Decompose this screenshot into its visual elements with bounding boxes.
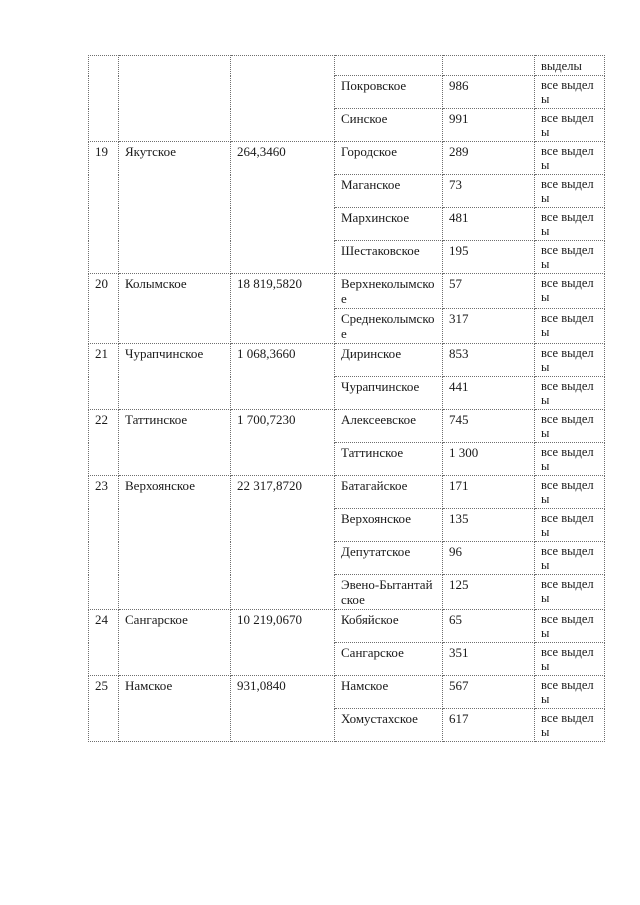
count-cell: 96 xyxy=(443,542,535,575)
note-cell: все выделы xyxy=(535,542,605,575)
note-cell: все выделы xyxy=(535,241,605,274)
count-cell: 853 xyxy=(443,344,535,377)
note-cell: все выделы xyxy=(535,109,605,142)
note-cell: все выделы xyxy=(535,709,605,742)
settlement-cell: Намское xyxy=(335,676,443,709)
settlement-cell: Среднеколымское xyxy=(335,309,443,344)
count-cell: 567 xyxy=(443,676,535,709)
count-cell: 289 xyxy=(443,142,535,175)
settlement-cell: Синское xyxy=(335,109,443,142)
row-number-cell: 22 xyxy=(89,410,119,476)
district-cell: Якутское xyxy=(119,142,231,274)
note-cell: все выделы xyxy=(535,443,605,476)
settlement-cell: Кобяйское xyxy=(335,610,443,643)
count-cell: 1 300 xyxy=(443,443,535,476)
note-cell: все выделы xyxy=(535,142,605,175)
area-cell: 10 219,0670 xyxy=(231,610,335,676)
note-cell: все выделы xyxy=(535,175,605,208)
note-cell: все выделы xyxy=(535,344,605,377)
note-cell: все выделы xyxy=(535,476,605,509)
settlement-cell: Маганское xyxy=(335,175,443,208)
row-number-cell: 20 xyxy=(89,274,119,344)
note-cell: все выделы xyxy=(535,643,605,676)
settlement-cell: Городское xyxy=(335,142,443,175)
area-cell: 18 819,5820 xyxy=(231,274,335,344)
count-cell: 317 xyxy=(443,309,535,344)
row-number-cell: 21 xyxy=(89,344,119,410)
note-cell: все выделы xyxy=(535,208,605,241)
count-cell: 481 xyxy=(443,208,535,241)
count-cell: 171 xyxy=(443,476,535,509)
row-number-cell: 25 xyxy=(89,676,119,742)
settlement-cell: Диринское xyxy=(335,344,443,377)
note-cell: все выделы xyxy=(535,575,605,610)
note-cell: все выделы xyxy=(535,410,605,443)
count-cell: 991 xyxy=(443,109,535,142)
note-cell: все выделы xyxy=(535,509,605,542)
count-cell: 351 xyxy=(443,643,535,676)
table-row xyxy=(89,410,605,443)
table-row xyxy=(89,274,605,309)
settlement-cell: Чурапчинское xyxy=(335,377,443,410)
count-cell: 617 xyxy=(443,709,535,742)
area-cell: 1 068,3660 xyxy=(231,344,335,410)
table-row xyxy=(89,676,605,709)
district-cell: Колымское xyxy=(119,274,231,344)
district-cell: Намское xyxy=(119,676,231,742)
settlement-cell: Покровское xyxy=(335,76,443,109)
table-row xyxy=(89,56,605,76)
area-cell: 22 317,8720 xyxy=(231,476,335,610)
table-row xyxy=(89,142,605,175)
count-cell: 73 xyxy=(443,175,535,208)
count-cell: 57 xyxy=(443,274,535,309)
table-row xyxy=(89,476,605,509)
row-number-cell: 23 xyxy=(89,476,119,610)
settlement-cell: Сангарское xyxy=(335,643,443,676)
row-number-cell xyxy=(89,56,119,142)
settlement-cell: Верхоянское xyxy=(335,509,443,542)
area-cell xyxy=(231,56,335,142)
count-cell: 745 xyxy=(443,410,535,443)
count-cell xyxy=(443,56,535,76)
count-cell: 195 xyxy=(443,241,535,274)
settlement-cell xyxy=(335,56,443,76)
row-number-cell: 19 xyxy=(89,142,119,274)
settlement-cell: Верхнеколымское xyxy=(335,274,443,309)
settlement-cell: Мархинское xyxy=(335,208,443,241)
table-row xyxy=(89,344,605,377)
settlement-cell: Батагайское xyxy=(335,476,443,509)
table-row xyxy=(89,610,605,643)
settlement-cell: Хомустахское xyxy=(335,709,443,742)
settlement-cell: Таттинское xyxy=(335,443,443,476)
row-number-cell: 24 xyxy=(89,610,119,676)
count-cell: 65 xyxy=(443,610,535,643)
district-cell: Таттинское xyxy=(119,410,231,476)
district-cell: Сангарское xyxy=(119,610,231,676)
settlement-cell: Эвено-Бытантайское xyxy=(335,575,443,610)
district-cell: Верхоянское xyxy=(119,476,231,610)
area-cell: 264,3460 xyxy=(231,142,335,274)
area-cell: 1 700,7230 xyxy=(231,410,335,476)
note-cell: все выделы xyxy=(535,676,605,709)
note-cell: все выделы xyxy=(535,610,605,643)
note-cell: все выделы xyxy=(535,377,605,410)
settlement-cell: Депутатское xyxy=(335,542,443,575)
area-cell: 931,0840 xyxy=(231,676,335,742)
forest-area-table xyxy=(88,55,605,742)
district-cell xyxy=(119,56,231,142)
district-cell: Чурапчинское xyxy=(119,344,231,410)
note-cell: все выделы xyxy=(535,76,605,109)
count-cell: 135 xyxy=(443,509,535,542)
settlement-cell: Алексеевское xyxy=(335,410,443,443)
note-cell: все выделы xyxy=(535,274,605,309)
note-cell: выделы xyxy=(535,56,605,76)
count-cell: 125 xyxy=(443,575,535,610)
count-cell: 441 xyxy=(443,377,535,410)
count-cell: 986 xyxy=(443,76,535,109)
note-cell: все выделы xyxy=(535,309,605,344)
settlement-cell: Шестаковское xyxy=(335,241,443,274)
